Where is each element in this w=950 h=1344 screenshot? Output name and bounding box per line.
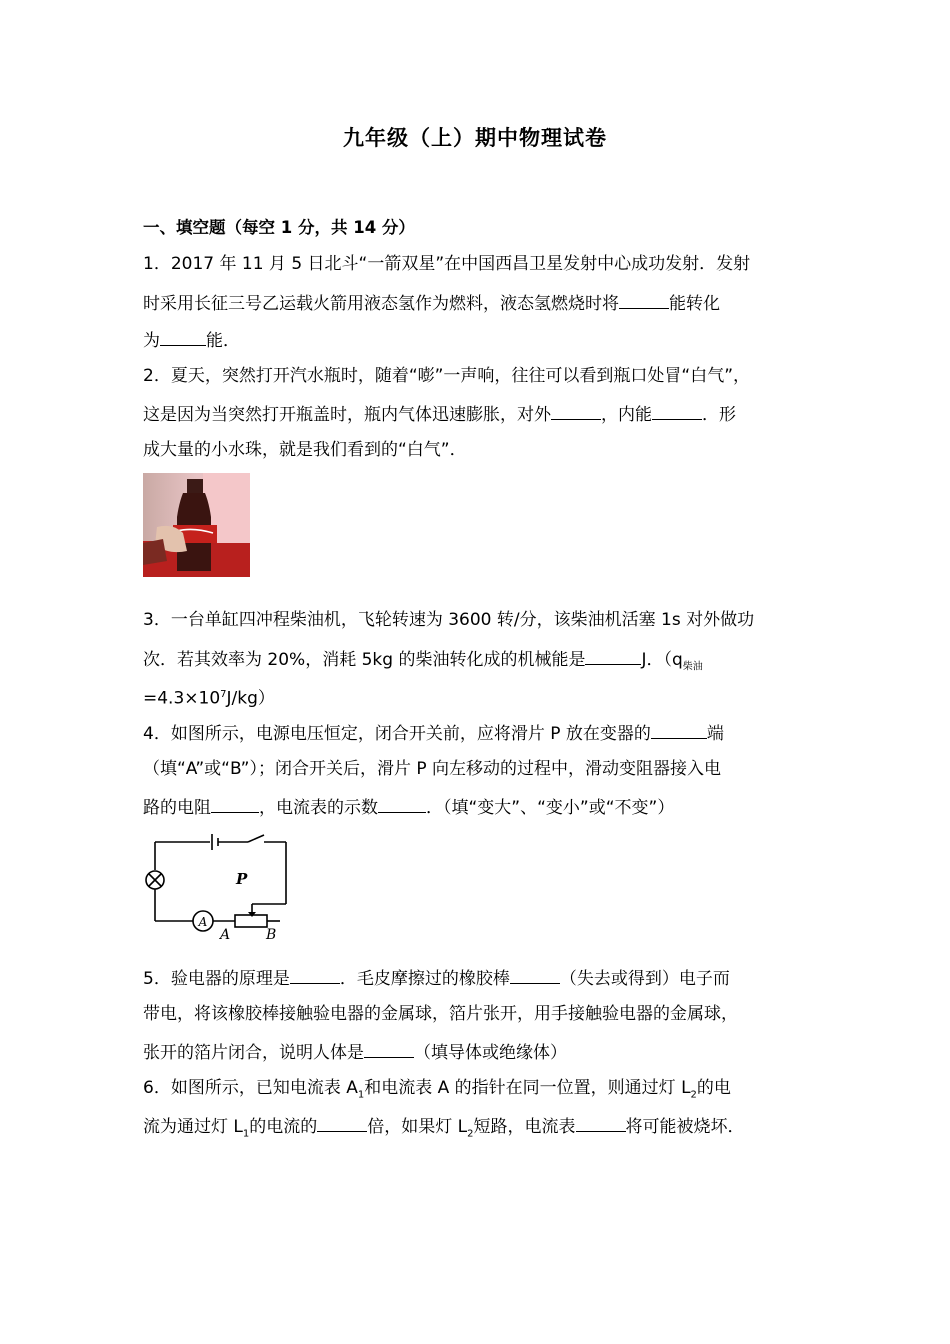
answer-blank [317, 1113, 367, 1132]
q4-line1: 4．如图所示，电源电压恒定，闭合开关前，应将滑片 P 放在变器的 端 [143, 720, 724, 746]
q3-line2: 次．若其效率为 20%，消耗 5kg 的柴油转化成的机械能是 J．（$q_{柴油}$ [143, 646, 703, 679]
answer-blank [160, 327, 206, 346]
svg-text:A: A [198, 915, 208, 929]
q4-line3: 路的电阻 ，电流表的示数 ．（填“变大”、“变小”或“不变”） [143, 794, 674, 820]
q1-line1: 1．2017 年 11 月 5 日北斗“一箭双星”在中国西昌卫星发射中心成功发射．发射 [143, 254, 751, 274]
label-b: B [266, 927, 277, 943]
q3-line1: 3．一台单缸四冲程柴油机，飞轮转速为 3600 转/分，该柴油机活塞 1s 对外做功 [143, 610, 755, 630]
answer-blank [510, 965, 560, 984]
page-title: 九年级（上）期中物理试卷 [343, 126, 607, 150]
q2-line2: 这是因为当突然打开瓶盖时，瓶内气体迅速膨胀，对外 ，内能 ．形 [143, 401, 736, 427]
answer-blank [378, 794, 426, 813]
answer-blank [619, 290, 669, 309]
q5-line1: 5．验电器的原理是 ．毛皮摩擦过的橡胶棒 （失去或得到）电子而 [143, 965, 730, 991]
q1-line2: 时采用长征三号乙运载火箭用液态氢作为燃料，液态氢燃烧时将 能转化 [143, 290, 720, 316]
q5-line3: 张开的箔片闭合，说明人体是 （填导体或绝缘体） [143, 1039, 567, 1065]
q1-line3: 为 能． [143, 327, 240, 353]
answer-blank [651, 720, 707, 739]
answer-blank [652, 401, 702, 420]
circuit-diagram [140, 826, 300, 944]
answer-blank [211, 794, 259, 813]
q6-line2: 流为通过灯 $L_1$的电流的 倍，如果灯 $L_2$短路，电流表 将可能被烧坏． [143, 1113, 745, 1146]
section-heading: 一、填空题（每空 1 分，共 14 分） [143, 218, 415, 237]
q5-line2: 带电，将该橡胶棒接触验电器的金属球，箔片张开，用手接触验电器的金属球， [143, 1004, 738, 1024]
q2-line1: 2．夏天，突然打开汽水瓶时，随着“嘭”一声响，往往可以看到瓶口处冒“白气”， [143, 366, 751, 386]
answer-blank [290, 965, 340, 984]
answer-blank [364, 1039, 414, 1058]
q6-line1: 6．如图所示，已知电流表 $A_1$和电流表 A 的指针在同一位置，则通过灯 $L_2$的电 [143, 1078, 731, 1101]
q3-line3: $=4.3\times 10^7J/kg$） [143, 688, 275, 709]
label-a: A [220, 927, 231, 943]
answer-blank [576, 1113, 626, 1132]
q4-line2: （填“A”或“B”）；闭合开关后，滑片 P 向左移动的过程中，滑动变阻器接入电 [143, 759, 722, 779]
q2-line3: 成大量的小水珠，就是我们看到的“白气”． [143, 440, 467, 460]
label-p: P [236, 870, 248, 888]
soda-bottle-photo [143, 473, 250, 577]
answer-blank [585, 646, 641, 665]
answer-blank [551, 401, 601, 420]
